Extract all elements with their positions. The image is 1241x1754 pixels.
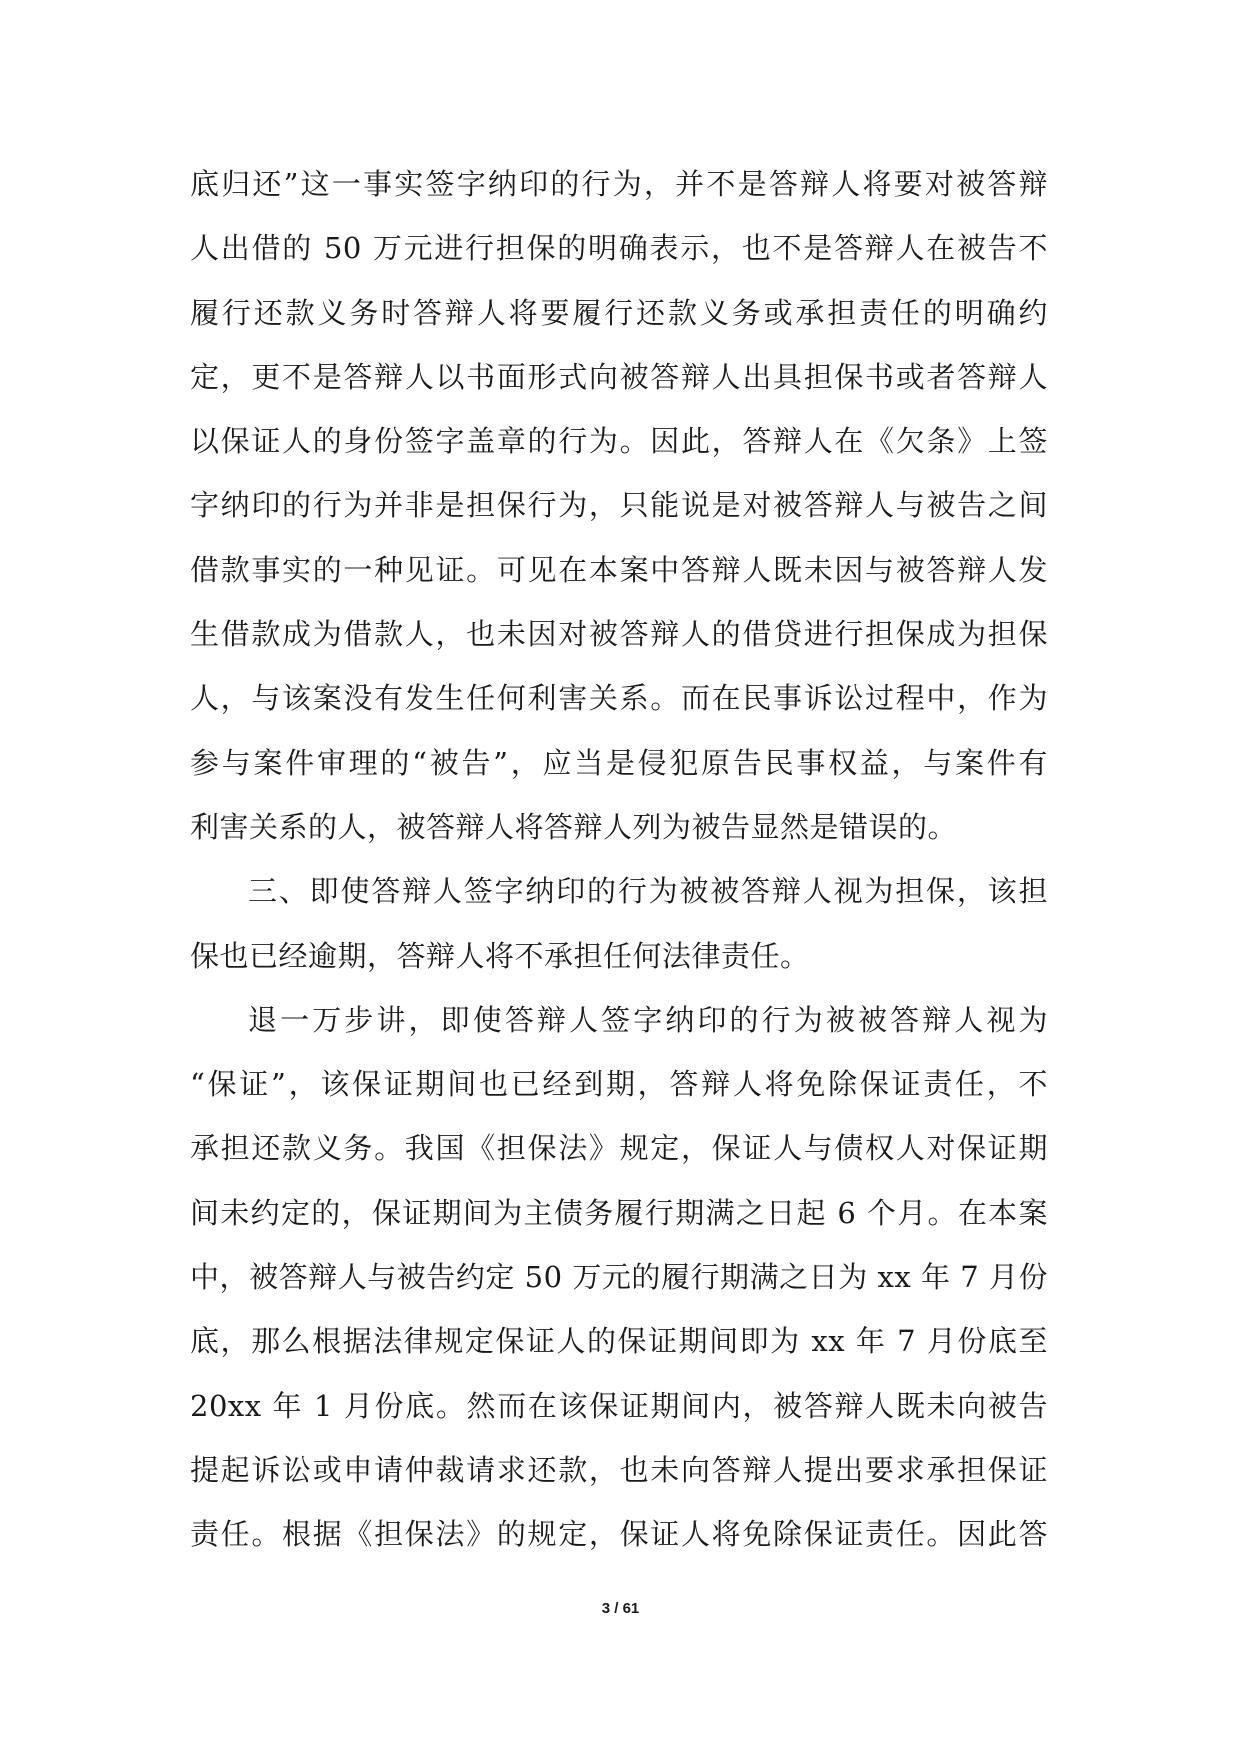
text-line: 底归还”这一事实签字纳印的行为，并不是答辩人将要对被答辩 bbox=[190, 167, 1048, 201]
page-number: 3 / 61 bbox=[601, 1600, 640, 1617]
text-line: 字纳印的行为并非是担保行为，只能说是对被答辩人与被告之间 bbox=[190, 488, 1048, 523]
text-line: 责任。根据《担保法》的规定，保证人将免除保证责任。因此答 bbox=[190, 1517, 1048, 1552]
text-line: 借款事实的一种见证。可见在本案中答辩人既未因与被答辩人发 bbox=[190, 552, 1048, 587]
text-line: 提起诉讼或申请仲裁请求还款，也未向答辩人提出要求承担保证 bbox=[190, 1452, 1048, 1487]
text-line: 退一万步讲，即使答辩人签字纳印的行为被被答辩人视为 bbox=[248, 1002, 1048, 1037]
text-line: 20xx 年 1 月份底。然而在该保证期间内，被答辩人既未向被告 bbox=[190, 1388, 1048, 1423]
text-line: “保证”，该保证期间也已经到期，答辩人将免除保证责任，不 bbox=[190, 1067, 1048, 1102]
text-line: 保也已经逾期，答辩人将不承担任何法律责任。 bbox=[190, 938, 810, 973]
text-line: 底，那么根据法律规定保证人的保证期间即为 xx 年 7 月份底至 bbox=[190, 1324, 1048, 1359]
text-line: 履行还款义务时答辩人将要履行还款义务或承担责任的明确约 bbox=[190, 295, 1048, 330]
text-line: 间未约定的，保证期间为主债务履行期满之日起 6 个月。在本案 bbox=[190, 1195, 1048, 1230]
text-line: 利害关系的人，被答辩人将答辩人列为被告显然是错误的。 bbox=[190, 809, 958, 844]
body-text bbox=[190, 152, 1048, 1567]
text-line: 中，被答辩人与被告约定 50 万元的履行期满之日为 xx 年 7 月份 bbox=[190, 1260, 1048, 1295]
text-line: 人，与该案没有发生任何利害关系。而在民事诉讼过程中，作为 bbox=[190, 681, 1048, 716]
text-line: 以保证人的身份签字盖章的行为。因此，答辩人在《欠条》上签 bbox=[190, 424, 1048, 459]
text-line: 承担还款义务。我国《担保法》规定，保证人与债权人对保证期 bbox=[190, 1131, 1048, 1166]
text-line: 定，更不是答辩人以书面形式向被答辩人出具担保书或者答辩人 bbox=[190, 359, 1048, 394]
text-line: 人出借的 50 万元进行担保的明确表示，也不是答辩人在被告不 bbox=[190, 231, 1048, 266]
text-line: 三、即使答辩人签字纳印的行为被被答辩人视为担保，该担 bbox=[248, 874, 1048, 909]
text-line: 参与案件审理的“被告”，应当是侵犯原告民事权益，与案件有 bbox=[190, 745, 1048, 780]
text-line: 生借款成为借款人，也未因对被答辩人的借贷进行担保成为担保 bbox=[190, 617, 1048, 652]
